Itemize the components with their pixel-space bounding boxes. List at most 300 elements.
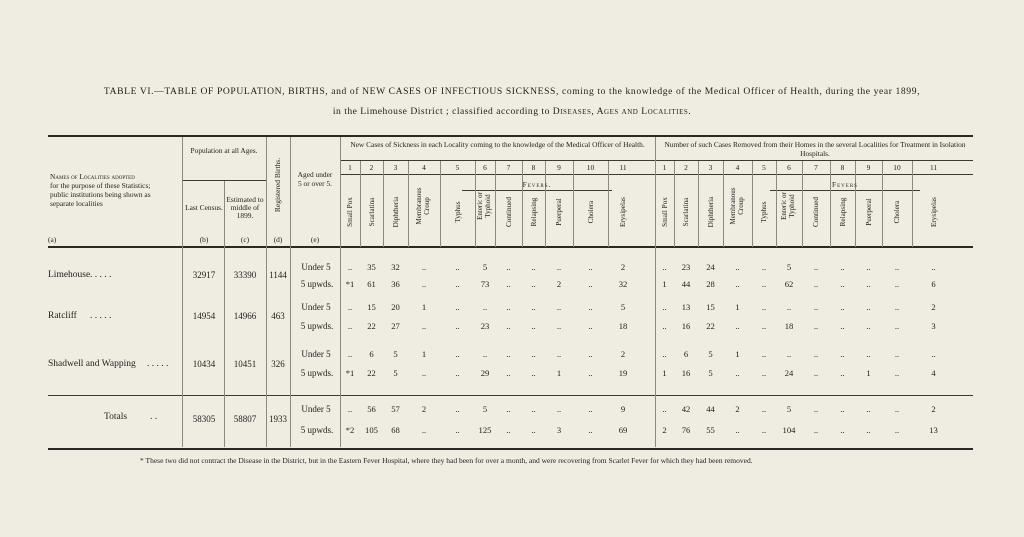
vrule — [522, 161, 523, 247]
removed-colnum: 2 — [684, 163, 688, 172]
new-case-cell: 2 — [620, 262, 626, 272]
new-colnum: 1 — [348, 163, 352, 172]
removed-case-cell: 1 — [662, 279, 667, 289]
new-case-cell: 6 — [369, 349, 374, 359]
removed-case-cell: 1 — [662, 368, 667, 378]
vrule — [495, 161, 496, 247]
new-case-cell: .. — [421, 321, 427, 331]
removed-case-cell: .. — [662, 262, 667, 272]
new-case-cell: .. — [455, 279, 460, 289]
fevers-header-text: Fevers. — [522, 180, 552, 189]
new-case-cell: 5 — [393, 368, 398, 378]
new-case-cell: .. — [506, 321, 511, 331]
vrule — [776, 161, 777, 247]
removed-case-cell: .. — [761, 404, 767, 414]
new-case-cell: *1 — [345, 368, 355, 378]
new-case-cell: .. — [588, 425, 593, 435]
aged-header: Aged under 5 or over 5. — [297, 170, 333, 188]
removed-case-cell: .. — [813, 262, 819, 272]
removed-case-cell: .. — [840, 349, 845, 359]
new-case-cell: 56 — [367, 404, 376, 414]
vrule — [383, 161, 384, 247]
removed-case-cell: .. — [735, 425, 740, 435]
new-case-cell: 22 — [367, 368, 376, 378]
removed-case-cell: .. — [931, 349, 936, 359]
table-top-rule — [48, 135, 973, 137]
new-case-cell: 1 — [421, 302, 427, 312]
census-value: 32917 — [192, 270, 216, 280]
new-disease-header: Continued — [504, 197, 513, 227]
new-disease-header: Diphtheria — [391, 196, 400, 228]
age-label: Under 5 — [301, 262, 331, 272]
age-label: Under 5 — [301, 404, 331, 414]
removed-colnum: 10 — [893, 163, 901, 172]
removed-case-cell: 16 — [681, 368, 691, 378]
new-case-cell: .. — [455, 321, 460, 331]
removed-case-cell: 15 — [706, 302, 715, 312]
new-case-cell: 35 — [367, 262, 376, 272]
new-case-cell: .. — [347, 321, 353, 331]
estimated-value: 10451 — [233, 359, 257, 369]
removed-colnum: 9 — [866, 163, 871, 172]
locality-name: Shadwell and Wapping — [48, 359, 136, 369]
removed-case-cell: .. — [866, 262, 871, 272]
removed-case-cell: 23 — [681, 262, 691, 272]
new-case-cell: .. — [455, 425, 460, 435]
vrule — [182, 137, 183, 447]
last-census-header: Last Census. — [185, 203, 223, 212]
new-case-cell: 5 — [482, 404, 488, 414]
vrule — [408, 161, 409, 247]
population-header: Population at all Ages. — [190, 146, 258, 155]
new-case-cell: .. — [347, 404, 353, 414]
births-header: Registered Births. — [273, 157, 282, 213]
births-value: 1933 — [269, 414, 287, 424]
new-case-cell: 3 — [556, 425, 562, 435]
new-case-cell: .. — [556, 404, 562, 414]
new-colnum: 7 — [506, 163, 511, 172]
new-case-cell: 27 — [391, 321, 400, 331]
births-value: 326 — [271, 359, 285, 369]
age-label: 5 upwds. — [300, 425, 334, 435]
new-case-cell: .. — [455, 349, 460, 359]
new-case-cell: 1 — [556, 368, 562, 378]
estimated-value: 33390 — [233, 270, 257, 280]
new-case-cell: .. — [531, 404, 536, 414]
locality-name: Limehouse — [48, 270, 91, 280]
locality-name: Ratcliff — [48, 311, 77, 321]
new-case-cell: 57 — [391, 404, 400, 414]
age-label: 5 upwds. — [300, 279, 334, 289]
removed-case-cell: .. — [735, 262, 740, 272]
removed-colnum: 3 — [708, 163, 713, 172]
removed-disease-header: Cholera — [893, 200, 901, 224]
removed-case-cell: .. — [894, 404, 900, 414]
removed-case-cell: 1 — [735, 302, 740, 312]
removed-case-cell: .. — [761, 368, 767, 378]
removed-case-cell: .. — [735, 321, 740, 331]
new-colnum: 11 — [619, 163, 627, 172]
removed-case-cell: .. — [894, 425, 900, 435]
births-value: 463 — [271, 311, 285, 321]
removed-case-cell: 104 — [782, 425, 796, 435]
removed-case-cell: .. — [894, 321, 900, 331]
removed-case-cell: 2 — [931, 302, 936, 312]
vrule — [440, 161, 441, 247]
new-case-cell: 5 — [393, 349, 398, 359]
removed-case-cell: .. — [735, 279, 740, 289]
removed-case-cell: 28 — [706, 279, 715, 289]
vrule — [830, 161, 831, 247]
removed-colnum: 1 — [662, 163, 667, 172]
vrule — [752, 161, 753, 247]
new-disease-header: Puerperal — [555, 198, 563, 226]
removed-case-cell: 16 — [681, 321, 691, 331]
removed-case-cell: .. — [813, 368, 819, 378]
removed-case-cell: .. — [894, 368, 900, 378]
new-case-cell: 2 — [620, 349, 626, 359]
removed-case-cell: .. — [840, 404, 845, 414]
removed-case-cell: 44 — [706, 404, 715, 414]
removed-case-cell: .. — [813, 279, 819, 289]
new-colnum: 10 — [586, 163, 595, 172]
new-case-cell: 19 — [618, 368, 628, 378]
new-case-cell: .. — [421, 279, 427, 289]
new-case-cell: 73 — [480, 279, 490, 289]
removed-case-cell: .. — [866, 404, 871, 414]
vrule — [674, 161, 675, 247]
col-a-label: (a) — [48, 235, 57, 244]
table-title: TABLE VI.—TABLE OF POPULATION, BIRTHS, and of NEW CASES OF INFECTIOUS SICKNESS, coming to the knowledge of the Medical Officer of Health, during the year 1899, — [103, 86, 921, 97]
new-case-cell: .. — [531, 368, 536, 378]
new-colnum: 2 — [369, 163, 374, 172]
new-case-cell: 29 — [480, 368, 490, 378]
fevers-header-removed-text: Fevers — [832, 180, 858, 189]
removed-case-cell: 5 — [708, 349, 713, 359]
removed-case-cell: .. — [662, 349, 667, 359]
new-disease-header: Membranous Croup — [415, 187, 431, 225]
new-case-cell: .. — [506, 279, 511, 289]
removed-case-cell: 42 — [681, 404, 691, 414]
removed-case-cell: .. — [840, 279, 845, 289]
vrule — [573, 161, 574, 247]
new-case-cell: .. — [482, 349, 488, 359]
removed-case-cell: .. — [840, 302, 845, 312]
removed-case-cell: .. — [840, 321, 845, 331]
new-case-cell: .. — [531, 425, 536, 435]
locality-name: Totals — [104, 412, 128, 422]
removed-case-cell: .. — [894, 349, 900, 359]
removed-case-cell: 5 — [786, 262, 792, 272]
new-disease-header: Typhus — [453, 201, 462, 223]
estimated-header: Estimated to middle of 1899. — [226, 195, 264, 220]
new-case-cell: .. — [531, 279, 536, 289]
removed-case-cell: 62 — [784, 279, 794, 289]
removed-case-cell: 2 — [931, 404, 936, 414]
new-case-cell: 32 — [391, 262, 400, 272]
new-case-cell: .. — [531, 302, 536, 312]
removed-case-cell: .. — [813, 425, 819, 435]
new-case-cell: *1 — [345, 279, 355, 289]
totals-rule — [48, 395, 973, 396]
removed-disease-header: Relapsing — [838, 197, 847, 227]
removed-case-cell: 1 — [866, 368, 871, 378]
new-case-cell: .. — [506, 368, 511, 378]
estimated-value: 14966 — [233, 311, 257, 321]
vrule — [608, 161, 609, 247]
new-case-cell: .. — [556, 262, 562, 272]
removed-case-cell: 3 — [931, 321, 936, 331]
footnote: * These two did not contract the Disease in the District, but in the Eastern Fever Hospital, where they had been for over a month, and were recovering from Scarlet Fever for which they had been removed. — [140, 456, 753, 465]
removed-case-cell: .. — [866, 425, 871, 435]
new-case-cell: 5 — [482, 262, 488, 272]
new-case-cell: 22 — [367, 321, 376, 331]
removed-disease-header: Puerperal — [864, 198, 873, 226]
new-case-cell: .. — [506, 404, 511, 414]
new-case-cell: .. — [588, 349, 593, 359]
new-case-cell: 23 — [480, 321, 490, 331]
names-header-4: separate localities — [50, 199, 103, 208]
removed-case-cell: .. — [866, 279, 871, 289]
removed-case-cell: .. — [840, 262, 845, 272]
new-case-cell: .. — [588, 368, 593, 378]
removed-case-cell: .. — [813, 349, 819, 359]
new-case-cell: .. — [506, 425, 511, 435]
removed-case-cell: 5 — [786, 404, 792, 414]
col-c-label: (c) — [240, 235, 250, 244]
col-d-label: (d) — [273, 235, 283, 244]
new-case-cell: .. — [347, 262, 353, 272]
removed-case-cell: .. — [786, 349, 792, 359]
removed-colnum: 5 — [762, 163, 766, 172]
removed-case-cell: .. — [662, 302, 667, 312]
age-label: 5 upwds. — [300, 321, 334, 331]
removed-case-cell: .. — [662, 321, 667, 331]
new-case-cell: 1 — [421, 349, 427, 359]
age-label: Under 5 — [301, 349, 331, 359]
removed-case-cell: .. — [761, 262, 767, 272]
removed-case-cell: .. — [761, 321, 767, 331]
vrule — [655, 137, 656, 447]
new-case-cell: 68 — [391, 425, 400, 435]
col-b-label: (b) — [199, 235, 209, 244]
removed-case-cell: .. — [840, 425, 845, 435]
new-case-cell: .. — [506, 302, 511, 312]
removed-case-cell: .. — [735, 368, 740, 378]
removed-case-cell: 44 — [681, 279, 691, 289]
new-case-cell: .. — [455, 262, 460, 272]
names-header-text: Names of Localities adopted — [50, 172, 135, 181]
removed-case-cell: .. — [662, 404, 667, 414]
new-case-cell: 18 — [618, 321, 628, 331]
new-case-cell: .. — [556, 302, 562, 312]
removed-case-cell: 22 — [706, 321, 715, 331]
removed-case-cell: 4 — [931, 368, 936, 378]
removed-case-cell: .. — [894, 262, 900, 272]
new-disease-header: Enteric or Typhoid — [476, 192, 492, 220]
new-colnum: 5 — [455, 163, 460, 172]
vrule — [855, 161, 856, 247]
new-case-cell: 20 — [391, 302, 400, 312]
new-colnum: 9 — [557, 163, 561, 172]
births-value: 1144 — [269, 270, 287, 280]
removed-colnum: 7 — [814, 163, 818, 172]
removed-colnum: 6 — [787, 163, 791, 172]
new-case-cell: .. — [588, 404, 593, 414]
removed-disease-header: Erysipelas — [929, 197, 938, 227]
leader-dots: . . . . . — [90, 270, 112, 280]
removed-case-cell: .. — [761, 349, 767, 359]
new-case-cell: .. — [531, 321, 536, 331]
removed-case-cell: .. — [813, 321, 819, 331]
new-disease-header: Erysipelas — [619, 197, 627, 227]
table-bottom-rule — [48, 448, 973, 450]
removed-case-cell: .. — [931, 262, 936, 272]
removed-disease-header: Membranous Croup — [728, 187, 745, 225]
vrule — [290, 137, 291, 447]
new-case-cell: .. — [556, 349, 562, 359]
new-case-cell: 9 — [620, 404, 626, 414]
new-case-cell: .. — [531, 262, 536, 272]
new-case-cell: 2 — [421, 404, 427, 414]
removed-case-cell: .. — [866, 349, 871, 359]
vrule — [698, 161, 699, 247]
removed-disease-header: Typhus — [760, 201, 768, 223]
removed-case-cell: 2 — [662, 425, 667, 435]
new-case-cell: .. — [588, 321, 593, 331]
numbers-rule-bottom — [340, 174, 973, 175]
new-case-cell: .. — [506, 262, 511, 272]
removed-case-cell: .. — [894, 279, 900, 289]
removed-disease-header: Continued — [812, 197, 820, 227]
new-case-cell: 61 — [367, 279, 376, 289]
new-disease-header: Scarlatina — [367, 197, 376, 227]
new-case-cell: .. — [588, 279, 593, 289]
removed-disease-header: Scarlatina — [682, 197, 690, 227]
new-disease-header: Cholera — [586, 200, 595, 224]
new-case-cell: .. — [588, 302, 593, 312]
removed-case-cell: 1 — [735, 349, 740, 359]
removed-case-cell: .. — [761, 279, 767, 289]
removed-case-cell: .. — [813, 302, 819, 312]
removed-case-cell: 24 — [784, 368, 794, 378]
removed-disease-header: Diphtheria — [706, 196, 715, 228]
col-e-label: (e) — [310, 235, 320, 244]
census-value: 58305 — [192, 414, 216, 424]
vrule — [882, 161, 883, 247]
vrule — [912, 161, 913, 247]
census-value: 10434 — [192, 359, 216, 369]
removed-case-cell: 5 — [708, 368, 713, 378]
new-case-cell: .. — [421, 262, 427, 272]
new-case-cell: .. — [347, 302, 353, 312]
new-case-cell: .. — [455, 404, 460, 414]
removed-case-cell: 6 — [931, 279, 936, 289]
vrule — [340, 137, 341, 447]
leader-dots: . . — [150, 412, 158, 422]
removed-case-cell: 18 — [784, 321, 794, 331]
new-case-cell: .. — [421, 368, 427, 378]
new-colnum: 6 — [483, 163, 487, 172]
removed-case-cell: .. — [813, 404, 819, 414]
removed-case-cell: 2 — [735, 404, 740, 414]
removed-disease-header: Small Pox — [660, 197, 669, 227]
new-case-cell: 36 — [391, 279, 400, 289]
new-cases-header: New Cases of Sickness in each Locality coming to the knowledge of the Medical Officer of Health. — [350, 140, 645, 149]
new-case-cell: 32 — [618, 279, 628, 289]
new-case-cell: .. — [347, 349, 353, 359]
vrule — [360, 161, 361, 247]
removed-case-cell: 24 — [706, 262, 715, 272]
new-case-cell: .. — [506, 349, 511, 359]
removed-case-cell: .. — [761, 425, 767, 435]
removed-colnum: 11 — [929, 163, 938, 172]
table-subtitle — [0, 106, 1024, 117]
removed-disease-header: Enteric or Typhoid — [780, 192, 796, 220]
age-label: 5 upwds. — [300, 368, 334, 378]
names-header-2: for the purpose of these Statistics; — [50, 181, 151, 190]
new-disease-header: Relapsing — [529, 197, 538, 227]
new-case-cell: 15 — [367, 302, 376, 312]
new-case-cell: *2 — [345, 425, 355, 435]
new-case-cell: 2 — [556, 279, 562, 289]
numbers-rule-top — [340, 160, 973, 161]
new-colnum: 8 — [531, 163, 536, 172]
new-disease-header: Small Pox — [346, 197, 354, 227]
vrule — [723, 161, 724, 247]
new-case-cell: 69 — [618, 425, 628, 435]
removed-case-cell: 76 — [681, 425, 691, 435]
new-case-cell: .. — [421, 425, 427, 435]
removed-colnum: 8 — [840, 163, 845, 172]
new-case-cell: 125 — [478, 425, 492, 435]
removed-case-cell: .. — [786, 302, 792, 312]
subtitle-text: in the Limehouse District ; classified according to — [332, 106, 553, 117]
removed-case-cell: .. — [894, 302, 900, 312]
removed-case-cell: .. — [866, 302, 871, 312]
census-value: 14954 — [192, 311, 216, 321]
estimated-value: 58807 — [233, 414, 257, 424]
age-label: Under 5 — [301, 302, 331, 312]
subtitle-smallcaps: Diseases, Ages and Localities. — [552, 106, 692, 117]
leader-dots: . . . . . — [90, 311, 112, 321]
new-colnum: 3 — [393, 163, 398, 172]
removed-case-cell: 55 — [706, 425, 715, 435]
new-case-cell: .. — [588, 262, 593, 272]
vrule — [266, 137, 267, 447]
new-colnum: 4 — [422, 163, 426, 172]
new-case-cell: .. — [455, 368, 460, 378]
vrule — [545, 161, 546, 247]
names-header-1 — [50, 172, 135, 181]
names-header-3: public institutions being shown as — [50, 190, 151, 199]
removed-case-cell: 6 — [683, 349, 689, 359]
removed-case-cell: 13 — [681, 302, 691, 312]
removed-case-cell: 13 — [929, 425, 938, 435]
new-case-cell: .. — [455, 302, 460, 312]
removed-case-cell: .. — [866, 321, 871, 331]
removed-case-cell: .. — [840, 368, 845, 378]
new-case-cell: .. — [531, 349, 536, 359]
vrule — [802, 161, 803, 247]
removed-colnum: 4 — [735, 163, 740, 172]
new-case-cell: 5 — [620, 302, 626, 312]
removed-case-cell: .. — [761, 302, 767, 312]
new-case-cell: 105 — [365, 425, 378, 435]
removed-header: Number of such Cases Removed from their Homes in the several Localities for Treatment in Isolation Hospitals. — [664, 140, 966, 158]
leader-dots: . . . . . — [147, 359, 169, 369]
new-case-cell: .. — [556, 321, 562, 331]
